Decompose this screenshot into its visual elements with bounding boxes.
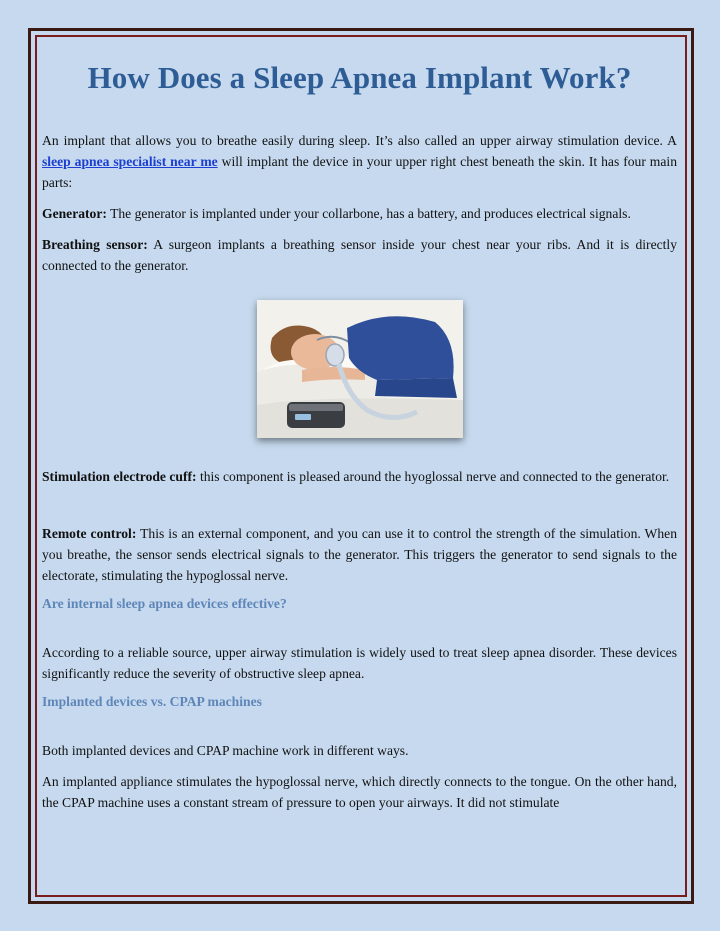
part-remote-control xyxy=(42,523,677,586)
part-text: this component is pleased around the hyoglossal nerve and connected to the generator. xyxy=(196,469,670,484)
section-effective-body: According to a reliable source, upper airway stimulation is widely used to treat sleep apnea disorder. These devices significantly reduce the severity of obstructive sleep apnea. xyxy=(42,645,677,681)
part-term: Breathing sensor: xyxy=(42,237,148,252)
part-term: Generator: xyxy=(42,206,107,221)
page-title: How Does a Sleep Apnea Implant Work? xyxy=(87,60,632,95)
section-vs-cpap-p1: Both implanted devices and CPAP machine work in different ways. xyxy=(42,743,409,758)
part-breathing-sensor xyxy=(42,234,677,276)
cpap-photo-illustration xyxy=(257,300,463,438)
part-generator xyxy=(42,203,677,224)
intro-text-before: An implant that allows you to breathe easily during sleep. It’s also called an upper airway stimulation device. A xyxy=(42,133,677,148)
section-heading-vs-cpap: Implanted devices vs. CPAP machines xyxy=(42,694,262,709)
specialist-link[interactable]: sleep apnea specialist near me xyxy=(42,154,218,169)
woman-sleeping-with-cpap-mask-photo xyxy=(257,300,463,438)
document-content xyxy=(42,60,677,890)
part-text: This is an external component, and you can use it to control the strength of the simulation. When you breathe, the sensor sends electrical signals to the generator. This triggers the generator to send signals to the electorate, stimulating the hypoglossal nerve. xyxy=(42,526,677,583)
intro-paragraph xyxy=(42,130,677,193)
part-term: Stimulation electrode cuff: xyxy=(42,469,197,484)
intro-text-after: will implant the device in your upper right chest beneath the skin. It has four main parts: xyxy=(42,154,677,190)
part-text: The generator is implanted under your collarbone, has a battery, and produces electrical signals. xyxy=(106,206,631,221)
part-text: A surgeon implants a breathing sensor inside your chest near your ribs. And it is directly connected to the generator. xyxy=(42,237,677,273)
image-container xyxy=(42,300,677,438)
section-heading-effective: Are internal sleep apnea devices effective? xyxy=(42,596,287,611)
section-vs-cpap-p2: An implanted appliance stimulates the hypoglossal nerve, which directly connects to the tongue. On the other hand, the CPAP machine uses a constant stream of pressure to open your airways. It did not stimulate xyxy=(42,774,677,810)
part-stimulation-electrode-cuff xyxy=(42,466,677,487)
part-term: Remote control: xyxy=(42,526,137,541)
